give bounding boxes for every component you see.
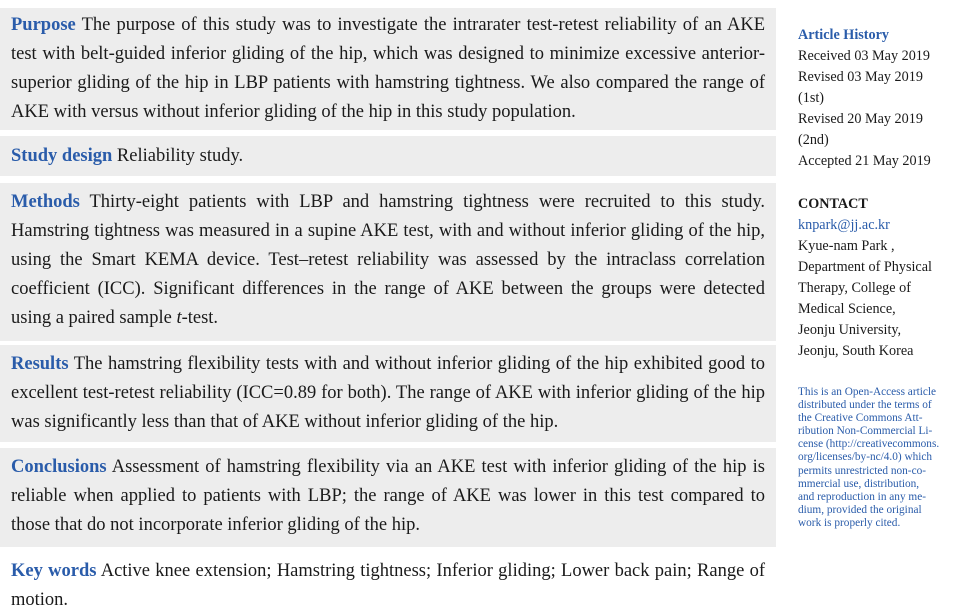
purpose-heading: Purpose <box>11 15 76 35</box>
contact-block <box>798 194 932 362</box>
methods-section <box>0 183 776 341</box>
article-history <box>798 25 931 172</box>
methods-text: Thirty-eight patients with LBP and hamstring tightness were recruited to this study. Hamstring tightness was measured in a supine AKE test, with and without inferior gliding of the hip, using the Smart KEMA device. Test–retest reliability was assessed by the intraclass correlation coefficient (ICC). Significant differences in the range of AKE between the groups were detected using a paired sample <box>11 192 765 328</box>
oa-line: dium, provided the original <box>798 503 922 516</box>
revised-date-1: Revised 03 May 2019 <box>798 69 923 85</box>
contact-email-link[interactable]: knpark@jj.ac.kr <box>798 217 890 233</box>
methods-text-end: -test. <box>181 308 219 328</box>
results-section <box>0 345 776 442</box>
oa-line: ribution Non-Commercial Li- <box>798 425 933 438</box>
purpose-section <box>0 8 776 130</box>
oa-line: cense (http://creativecommons. <box>798 438 940 451</box>
results-text: The hamstring flexibility tests with and without inferior gliding of the hip exhibited good to excellent test-retest reliability (ICC=0.89 for both). The range of AKE with inferior gliding of the hip was significantly less than that of AKE without inferior gliding of the hip. <box>11 354 765 432</box>
contact-line: Medical Science, <box>798 301 896 317</box>
study-design-text: Reliability study. <box>112 146 244 166</box>
contact-title: CONTACT <box>798 196 868 212</box>
contact-line: Jeonju University, <box>798 322 902 338</box>
methods-italic-t: t <box>176 308 182 328</box>
conclusions-text: Assessment of hamstring flexibility via an AKE test with inferior gliding of the hip is reliable when applied to patients with LBP; the range of AKE was lower in this test compared to those that do not incorporate inferior gliding of the hip. <box>11 457 765 535</box>
keywords-section <box>0 554 776 614</box>
oa-line: the Creative Commons Att- <box>798 412 923 425</box>
oa-line: org/licenses/by-nc/4.0) which <box>798 451 933 464</box>
open-access-notice <box>798 386 954 530</box>
revised-note-1: (1st) <box>798 90 825 106</box>
study-design-heading: Study design <box>11 146 113 166</box>
results-heading: Results <box>11 354 69 374</box>
revised-note-2: (2nd) <box>798 132 829 148</box>
contact-line: Kyue-nam Park , <box>798 238 895 254</box>
oa-line: permits unrestricted non-co- <box>798 464 926 477</box>
accepted-date: Accepted 21 May 2019 <box>798 153 931 169</box>
oa-line: work is properly cited. <box>798 516 901 529</box>
purpose-text: The purpose of this study was to investigate the intrarater test-retest reliability of an AKE test with belt-guided inferior gliding of the hip, which was designed to minimize excessive anterior-superior gliding of the hip in LBP patients with hamstring tightness. We also compared the range of AKE with versus without inferior gliding of the hip in this study population. <box>11 15 765 122</box>
keywords-text: Active knee extension; Hamstring tightness; Inferior gliding; Lower back pain; Range of motion. <box>11 561 765 610</box>
conclusions-heading: Conclusions <box>11 457 107 477</box>
contact-line: Jeonju, South Korea <box>798 343 914 359</box>
keywords-heading: Key words <box>11 561 97 581</box>
contact-line: Therapy, College of <box>798 280 911 296</box>
received-date: Received 03 May 2019 <box>798 48 930 64</box>
study-design-section <box>0 136 776 176</box>
oa-line: mmercial use, distribution, <box>798 477 920 490</box>
oa-line: and reproduction in any me- <box>798 490 926 503</box>
methods-heading: Methods <box>11 192 80 212</box>
contact-line: Department of Physical <box>798 259 932 275</box>
revised-date-2: Revised 20 May 2019 <box>798 111 923 127</box>
oa-line: This is an Open-Access article <box>798 386 937 398</box>
article-history-title: Article History <box>798 27 889 43</box>
conclusions-section <box>0 448 776 547</box>
oa-line: distributed under the terms of <box>798 399 932 412</box>
